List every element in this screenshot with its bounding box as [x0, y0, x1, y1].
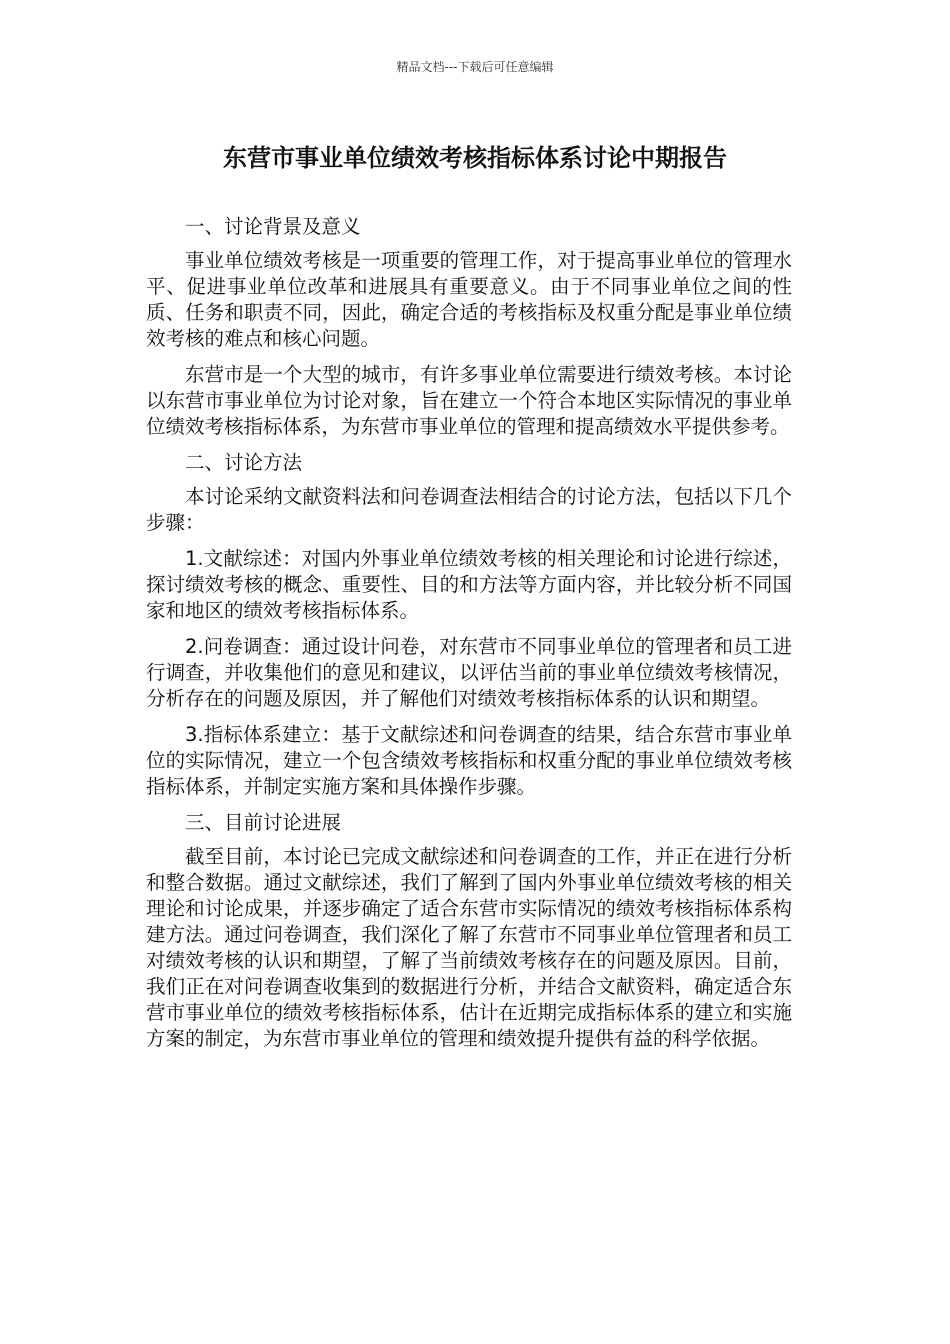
paragraph-background-1: 事业单位绩效考核是一项重要的管理工作，对于提高事业单位的管理水平、促进事业单位改革和进展具有重要意义。由于不同事业单位之间的性质、任务和职责不同，因此，确定合适的考核指标及权重分配是事业单位绩效考核的难点和核心问题。: [146, 249, 792, 350]
section-heading-method: 二、讨论方法: [185, 451, 303, 474]
paragraph-progress: 截至目前，本讨论已完成文献综述和问卷调查的工作，并正在进行分析和整合数据。通过文献综述，我们了解到了国内外事业单位绩效考核的相关理论和讨论成果，并逐步确定了适合东营市实际情况的绩效考核指标体系构建方法。通过问卷调查，我们深化了解了东营市不同事业单位管理者和员工对绩效考核的认识和期望，了解了当前绩效考核存在的问题及原因。目前，我们正在对问卷调查收集到的数据进行分析，并结合文献资料，确定适合东营市事业单位的绩效考核指标体系，估计在近期完成指标体系的建立和实施方案的制定，为东营市事业单位的管理和绩效提升提供有益的科学依据。: [146, 845, 792, 1050]
header-note: 精品文档---下载后可任意编辑: [396, 60, 554, 74]
document-title: 东营市事业单位绩效考核指标体系讨论中期报告: [223, 144, 727, 172]
section-heading-progress: 三、目前讨论进展: [185, 811, 342, 834]
document-body: [146, 214, 792, 1062]
list-item-index-system: 3.指标体系建立：基于文献综述和问卷调查的结果，结合东营市事业单位的实际情况，建立一个包含绩效考核指标和权重分配的事业单位绩效考核指标体系，并制定实施方案和具体操作步骤。: [146, 723, 792, 798]
section-heading-background: 一、讨论背景及意义: [185, 215, 361, 238]
list-item-literature-review: 1.文献综述：对国内外事业单位绩效考核的相关理论和讨论进行综述，探讨绩效考核的概念、重要性、目的和方法等方面内容，并比较分析不同国家和地区的绩效考核指标体系。: [146, 547, 792, 622]
paragraph-background-2: 东营市是一个大型的城市，有许多事业单位需要进行绩效考核。本讨论以东营市事业单位为讨论对象，旨在建立一个符合本地区实际情况的事业单位绩效考核指标体系，为东营市事业单位的管理和提高绩效水平提供参考。: [146, 363, 792, 438]
paragraph-method-intro: 本讨论采纳文献资料法和问卷调查法相结合的讨论方法，包括以下几个步骤：: [146, 485, 792, 534]
list-item-questionnaire: 2.问卷调查：通过设计问卷，对东营市不同事业单位的管理者和员工进行调查，并收集他们的意见和建议，以评估当前的事业单位绩效考核情况，分析存在的问题及原因，并了解他们对绩效考核指标体系的认识和期望。: [146, 635, 792, 710]
